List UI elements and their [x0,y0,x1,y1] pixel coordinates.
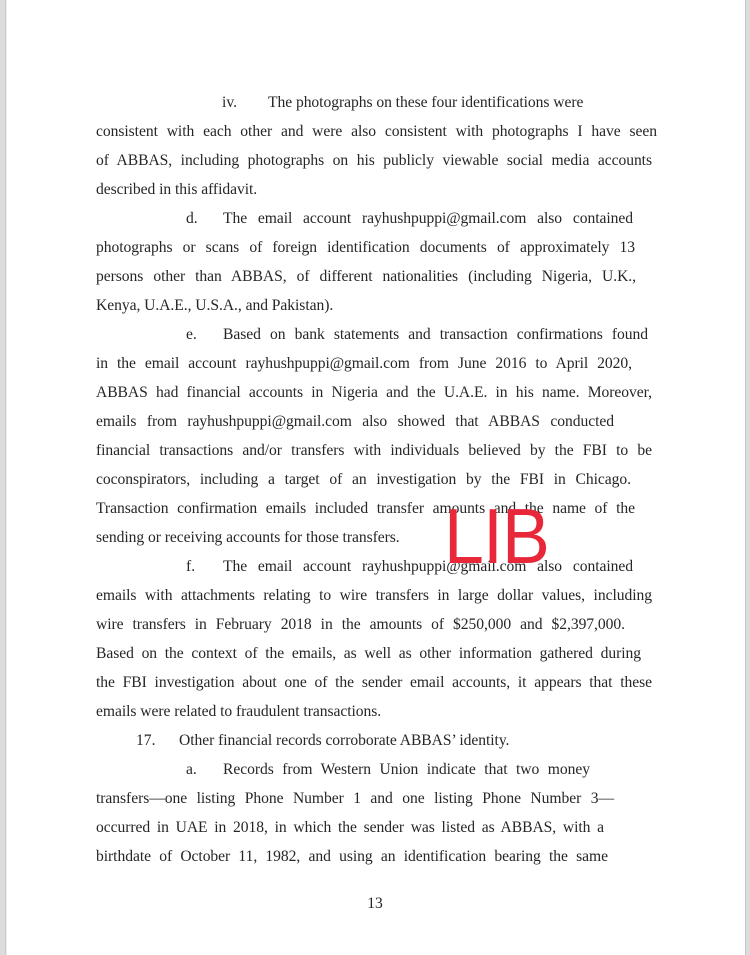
watermark-logo: LIB [444,492,549,580]
text-line: emails from rayhushpuppi@gmail.com also showed that ABBAS conducted [96,413,614,430]
text-line: emails with attachments relating to wire transfers in large dollar values, including [96,587,652,604]
text-line: emails were related to fraudulent transactions. [96,703,382,720]
text-line: The photographs on these four identifications were [268,94,584,111]
text-line: in the email account rayhushpuppi@gmail.com from June 2016 to April 2020, [96,355,632,372]
text-line: transfers—one listing Phone Number 1 and one listing Phone Number 3— [96,790,614,807]
text-line: wire transfers in February 2018 in the amounts of $250,000 and $2,397,000. [96,616,625,633]
text-line: The email account rayhushpuppi@gmail.com also contained [223,210,633,227]
paragraph-label: f. [186,558,196,575]
text-line: occurred in UAE in 2018, in which the sender was listed as ABBAS, with a [96,819,604,836]
paragraph-label: 17. [136,732,156,749]
page-number: 13 [367,895,383,912]
text-line: birthdate of October 11, 1982, and using an identification bearing the same [96,848,608,865]
text-line: consistent with each other and were also consistent with photographs I have seen [96,123,657,140]
text-line: sending or receiving accounts for those transfers. [96,529,400,546]
text-line: photographs or scans of foreign identification documents of approximately 13 [96,239,635,256]
paragraph-label: d. [186,210,198,227]
text-line: Based on bank statements and transaction confirmations found [223,326,648,343]
text-line: persons other than ABBAS, of different nationalities (including Nigeria, U.K., [96,268,636,285]
text-line: Other financial records corroborate ABBAS’ identity. [179,732,510,749]
text-line: The email account rayhushpuppi@gmail.com also contained [223,558,633,575]
paragraph-label: e. [186,326,197,343]
text-line: coconspirators, including a target of an investigation by the FBI in Chicago. [96,471,631,488]
paragraph-label: a. [186,761,197,778]
text-line: Kenya, U.A.E., U.S.A., and Pakistan). [96,297,334,314]
page-edge-right [745,0,750,955]
text-line: described in this affidavit. [96,181,258,198]
paragraph-label: iv. [222,94,238,111]
text-line: the FBI investigation about one of the sender email accounts, it appears that these [96,674,652,691]
text-line: Records from Western Union indicate that two money [223,761,590,778]
text-line: Based on the context of the emails, as well as other information gathered during [96,645,641,662]
text-line: ABBAS had financial accounts in Nigeria and the U.A.E. in his name. Moreover, [96,384,652,401]
text-line: Transaction confirmation emails included transfer amounts and the name of the [96,500,635,517]
text-line: of ABBAS, including photographs on his publicly viewable social media accounts [96,152,652,169]
text-line: financial transactions and/or transfers with individuals believed by the FBI to be [96,442,652,459]
